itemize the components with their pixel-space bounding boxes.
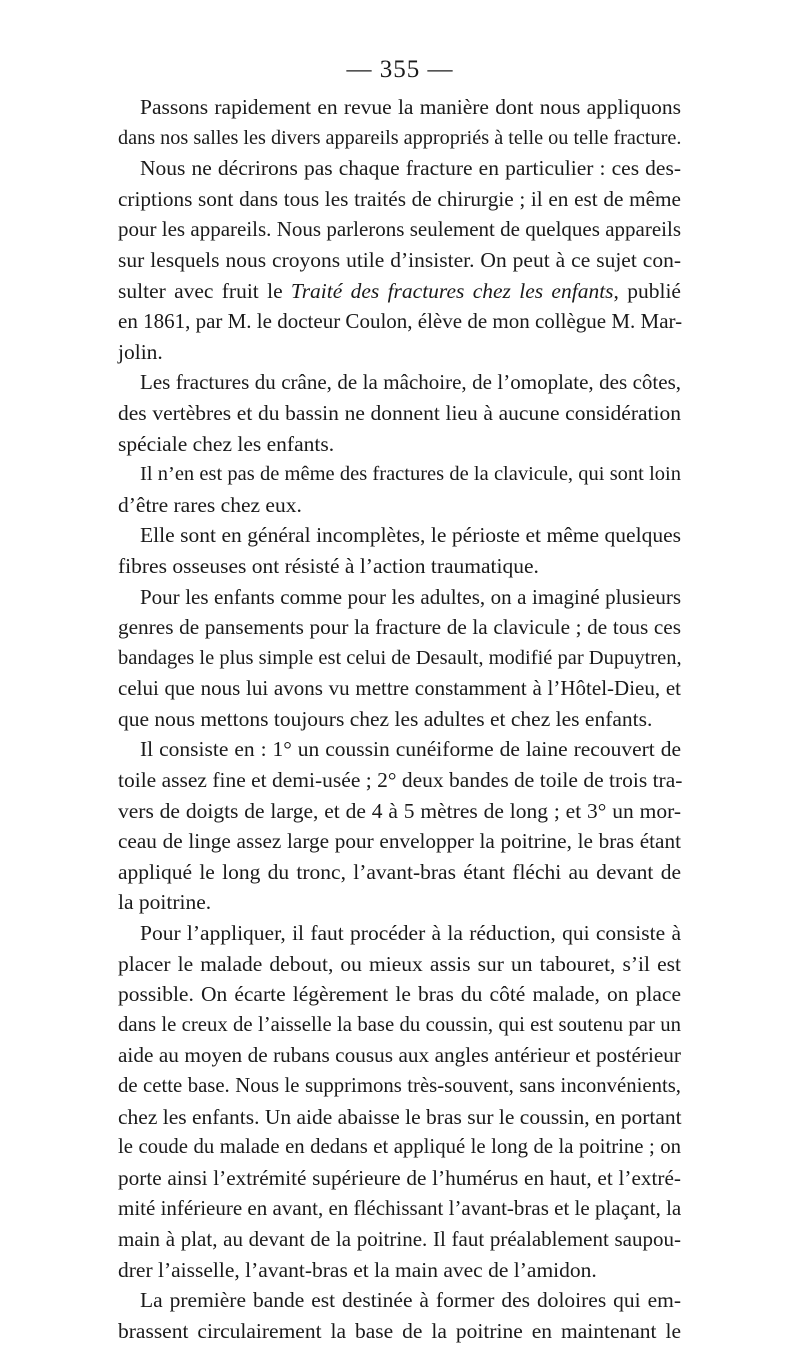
text-line: Pour les enfants comme pour les adultes, on a imaginé plusieurs xyxy=(140,584,681,609)
text-line: le coude du malade en dedans et appliqué le long de la poitrine ; on xyxy=(118,1136,681,1159)
text-line: chez les enfants. Un aide abaisse le bras sur le coussin, en portant xyxy=(118,1104,682,1129)
text-line: Elle sont en général incomplètes, le périoste et même quelques xyxy=(140,523,681,548)
text-line: jolin. xyxy=(118,339,163,364)
text-line: fibres osseuses ont résisté à l’action traumatique. xyxy=(118,553,539,578)
text-line: sur lesquels nous croyons utile d’insister. On peut à ce sujet con- xyxy=(118,247,681,272)
text-line: en 1861, par M. le docteur Coulon, élève de mon collègue M. Mar- xyxy=(118,309,683,334)
text-line: d’être rares chez eux. xyxy=(118,492,302,517)
text-line: porte ainsi l’extrémité supérieure de l’humérus en haut, et l’extré- xyxy=(118,1165,681,1190)
text-line: toile assez fine et demi-usée ; 2° deux bandes de toile de trois tra- xyxy=(118,768,683,793)
text-line: mité inférieure en avant, en fléchissant l’avant-bras et le plaçant, la xyxy=(118,1196,682,1221)
text-line: criptions sont dans tous les traités de chirurgie ; il en est de même xyxy=(118,186,681,211)
text-line: possible. On écarte légèrement le bras du côté malade, on place xyxy=(118,982,681,1007)
text-line: Passons rapidement en revue la manière dont nous appliquons xyxy=(140,95,681,119)
text-line: celui que nous lui avons vu mettre constamment à l’Hôtel-Dieu, et xyxy=(118,676,681,701)
page-number: — 355 — xyxy=(346,56,454,83)
text-line: appliqué le long du tronc, l’avant-bras étant fléchi au devant de xyxy=(118,859,681,884)
body-text xyxy=(118,92,681,1346)
text-line: Nous ne décrirons pas chaque fracture en particulier : ces des- xyxy=(140,156,681,181)
text-line: ceau de linge assez large pour envelopper la poitrine, le bras étant xyxy=(118,829,681,854)
text-line: de cette base. Nous le supprimons très-souvent, sans inconvénients, xyxy=(118,1075,681,1097)
text-line xyxy=(118,276,681,307)
text-line: Il n’en est pas de même des fractures de la clavicule, qui sont loin xyxy=(140,463,681,486)
text-line: main à plat, au devant de la poitrine. Il faut préalablement saupou- xyxy=(118,1226,681,1251)
text-line: drer l’aisselle, l’avant-bras et la main avec de l’amidon. xyxy=(118,1257,597,1282)
text-fragment: sulter avec fruit le xyxy=(118,278,291,303)
text-line: des vertèbres et du bassin ne donnent lieu à aucune considération xyxy=(118,400,681,425)
text-line: bandages le plus simple est celui de Desault, modifié par Dupuytren, xyxy=(118,646,682,669)
text-line: brassent circulairement la base de la poitrine en maintenant le xyxy=(118,1318,681,1343)
text-line: La première bande est destinée à former des doloires qui em- xyxy=(140,1288,681,1313)
text-fragment: , publié xyxy=(613,278,681,303)
text-line: genres de pansements pour la fracture de la clavicule ; de tous ces xyxy=(118,615,681,640)
text-line: Pour l’appliquer, il faut procéder à la réduction, qui consiste à xyxy=(140,921,681,946)
text-line: placer le malade debout, ou mieux assis sur un tabouret, s’il est xyxy=(118,951,681,976)
text-line: vers de doigts de large, et de 4 à 5 mètres de long ; et 3° un mor- xyxy=(118,798,681,823)
text-line: pour les appareils. Nous parlerons seulement de quelques appareils xyxy=(118,217,681,242)
text-line: aide au moyen de rubans cousus aux angles antérieur et postérieur xyxy=(118,1043,681,1068)
text-line: spéciale chez les enfants. xyxy=(118,431,335,456)
text-line: dans nos salles les divers appareils appropriés à telle ou telle fracture. xyxy=(118,126,682,149)
text-line: Les fractures du crâne, de la mâchoire, de l’omoplate, des côtes, xyxy=(140,370,681,395)
text-line: que nous mettons toujours chez les adultes et chez les enfants. xyxy=(118,706,653,731)
book-title: Traité des fractures chez les enfants xyxy=(290,278,614,303)
text-line: Il consiste en : 1° un coussin cunéiforme de laine recouvert de xyxy=(140,737,681,762)
text-line: dans le creux de l’aisselle la base du coussin, qui est soutenu par un xyxy=(118,1013,681,1036)
text-line: la poitrine. xyxy=(118,890,212,915)
